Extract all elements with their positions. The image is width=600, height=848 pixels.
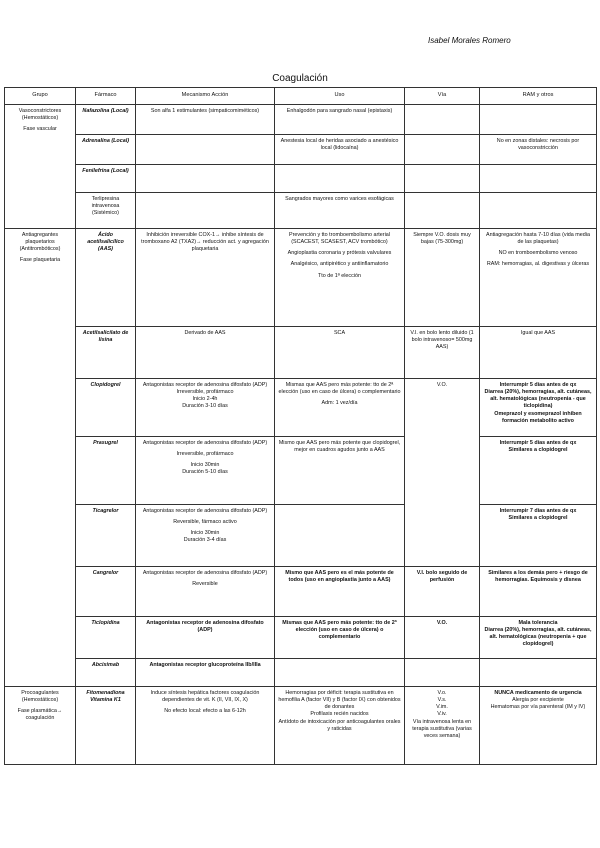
drug-cell: Prasugrel	[76, 436, 136, 504]
mechanism-cell: Son alfa 1 estimulantes (simpaticomiméticos)	[136, 104, 275, 134]
route-line: V.o.	[437, 689, 447, 696]
adverse-cell	[480, 658, 597, 686]
mechanism-cell: Antagonistas receptor de adenosina difosfato (ADP)	[136, 616, 275, 658]
route-line: Vía intravenosa lenta en terapia sustitutiva (varias veces semana)	[412, 718, 472, 740]
document-title: Coagulación	[272, 73, 328, 84]
drug-cell: Ticagrelor	[76, 504, 136, 566]
mech-line: Reversible, fármaco activo	[173, 518, 237, 525]
use-cell	[275, 228, 405, 326]
ram-line: Omeprazol y esomeprazol inhiben formación metabolito activo	[494, 410, 582, 425]
adverse-cell: Igual que AAS	[480, 326, 597, 378]
ram-line: Hematomas por vía parenteral (IM y IV)	[490, 704, 586, 711]
route-cell	[405, 658, 480, 686]
header-mechanism: Mecanismo Acción	[136, 88, 275, 105]
drug-cell: Ticlopidina	[76, 616, 136, 658]
header-drug: Fármaco	[76, 88, 136, 105]
table-row	[5, 134, 597, 164]
route-cell	[405, 686, 480, 764]
adverse-cell	[480, 164, 597, 192]
mechanism-cell: Antagonistas receptor glucoproteína IIb/IIIa	[136, 658, 275, 686]
mech-line: Duración 5-10 días	[182, 469, 228, 476]
use-cell	[275, 378, 405, 436]
use-line: Analgésico, antipirético y antiinflamatorio	[290, 261, 389, 268]
adverse-cell	[480, 104, 597, 134]
use-cell: Sangrados mayores como varices esofágicas	[275, 192, 405, 228]
table-row	[5, 686, 597, 764]
coagulation-table	[4, 87, 597, 765]
drug-cell: Ácido acetilsalicílico (AAS)	[76, 228, 136, 326]
author-name: Isabel Morales Romero	[428, 36, 511, 45]
mech-line: Duración 3-10 días	[182, 403, 228, 410]
table-row	[5, 104, 597, 134]
use-cell	[275, 504, 405, 566]
ram-line: Similares a clopidogrel	[508, 446, 568, 453]
group-name: Antiagregantes plaquetarios (Antitrombóticos)	[19, 231, 61, 253]
route-cell	[405, 164, 480, 192]
route-cell	[405, 134, 480, 164]
mech-line: Induce síntesis hepática factores coagulación dependientes de vit. K (II, VII, IX, X)	[150, 689, 260, 703]
drug-cell: Nafazolina (Local)	[76, 104, 136, 134]
use-line: Prevención y tto tromboembolismo arterial (SCACEST, SCASEST, ACV trombótico)	[289, 231, 390, 245]
adverse-cell	[480, 504, 597, 566]
use-line: Adm: 1 vez/día	[321, 400, 358, 407]
mechanism-cell	[136, 504, 275, 566]
ram-line: Interrumpir 7 días antes de qx	[499, 507, 577, 514]
use-line: Tto de 1ª elección	[317, 272, 362, 279]
use-cell	[275, 658, 405, 686]
route-cell: V.I. en bolo lento diluido (1 bolo intravenoso= 500mg AAS)	[405, 326, 480, 378]
adverse-cell	[480, 192, 597, 228]
header-use: Uso	[275, 88, 405, 105]
table-row	[5, 436, 597, 504]
group-phase: Fase plaquetaria	[19, 257, 61, 264]
use-line: Angioplastia coronaria y prótesis valvulares	[287, 250, 392, 257]
header-row	[5, 88, 597, 105]
route-line: V.iv.	[437, 711, 447, 718]
mech-line: Irreversible, profármaco	[176, 388, 234, 395]
mechanism-cell	[136, 164, 275, 192]
mech-line: Antagonistas receptor de adenosina difosfato (ADP)	[142, 569, 268, 576]
drug-cell: Adrenalina (Local)	[76, 134, 136, 164]
drug-cell: Cangrelor	[76, 566, 136, 616]
table-row	[5, 326, 597, 378]
adverse-cell: No en zonas distales: necrosis por vasoconstricción	[480, 134, 597, 164]
adverse-cell	[480, 436, 597, 504]
adverse-cell	[480, 616, 597, 658]
adverse-cell	[480, 228, 597, 326]
mechanism-cell	[136, 378, 275, 436]
use-cell: Enhalgodón para sangrado nasal (epistaxis)	[275, 104, 405, 134]
group-cell	[5, 104, 76, 228]
use-cell: Mismo que AAS pero más potente que clopidogrel, mejor en cuadros agudos junto a AAS	[275, 436, 405, 504]
mech-line: Duración 3-4 días	[183, 537, 227, 544]
header-adverse-effects: RAM y otros	[480, 88, 597, 105]
ram-line: Alergia por excipiente	[512, 696, 564, 703]
table-row	[5, 164, 597, 192]
use-line: Antídoto de intoxicación por anticoagulantes orales y raticidas	[278, 718, 401, 733]
use-cell: SCA	[275, 326, 405, 378]
mechanism-cell	[136, 134, 275, 164]
mech-line: No efecto local: efecto a las 6-12h	[164, 708, 246, 715]
route-cell: V.I. bolo seguido de perfusión	[405, 566, 480, 616]
route-cell	[405, 192, 480, 228]
group-phase: Fase plasmática→ coagulación	[17, 708, 63, 722]
header-group: Grupo	[5, 88, 76, 105]
route-line: V.im.	[436, 704, 448, 711]
mechanism-cell	[136, 686, 275, 764]
use-cell: Mismo que AAS pero es el más potente de todos (uso en angioplastia junto a AAS)	[275, 566, 405, 616]
table-row	[5, 228, 597, 326]
use-line: Hemorragias por déficit: terapia sustitutiva en hemofilia A (factor VII) y B (factor IX) con obtenidos de donantes	[278, 689, 401, 711]
drug-cell: Fenilefrina (Local)	[76, 164, 136, 192]
route-cell	[405, 104, 480, 134]
table-row	[5, 658, 597, 686]
group-cell	[5, 686, 76, 764]
table-row	[5, 616, 597, 658]
ram-line: Interrumpir 5 días antes de qx	[499, 381, 577, 388]
drug-cell: Abciximab	[76, 658, 136, 686]
mechanism-cell	[136, 566, 275, 616]
table-row	[5, 504, 597, 566]
ram-line: NUNCA medicamento de urgencia	[494, 689, 582, 696]
mech-line: Antagonistas receptor de adenosina difosfato (ADP)	[142, 439, 268, 446]
table-row	[5, 566, 597, 616]
ram-line: RAM: hemorragias, al. digestivas y úlceras	[486, 261, 590, 268]
ram-line: Antiagregación hasta 7-10 días (vida media de las plaquetas)	[486, 231, 590, 245]
drug-cell: Clopidogrel	[76, 378, 136, 436]
header-route: Vía	[405, 88, 480, 105]
mech-line: Inicio 2-4h	[192, 396, 218, 403]
adverse-cell	[480, 378, 597, 436]
route-cell: Siempre V.O. dosis muy bajas (75-300mg)	[405, 228, 480, 326]
ram-line: Mala tolerancia	[518, 619, 558, 626]
ram-line: Similares a clopidogrel	[508, 514, 568, 521]
mechanism-cell	[136, 436, 275, 504]
ram-line: Diarrea (20%), hemorragias, alt. cutáneas, alt. hematológicas (neutropenia - que ticlopidina)	[484, 388, 592, 410]
adverse-cell: Similares a los demás pero + riesgo de hemorragias. Equimosis y disnea	[480, 566, 597, 616]
mechanism-cell: Inhibición irreversible COX-1→ inhibe síntesis de tromboxano A2 (TXA2)→ reducción act. y agregación plaquetaria	[136, 228, 275, 326]
use-line: Profilaxis recién nacidos	[310, 711, 369, 718]
mech-line: Antagonistas receptor de adenosina difosfato (ADP)	[142, 381, 268, 388]
mech-line: Reversible	[192, 580, 218, 587]
mechanism-cell: Derivado de AAS	[136, 326, 275, 378]
table-row	[5, 378, 597, 436]
drug-cell: Fitomenadiona Vitamina K1	[76, 686, 136, 764]
mech-line: Inicio 30min	[190, 462, 220, 469]
table-row	[5, 192, 597, 228]
use-cell	[275, 164, 405, 192]
group-phase: Fase vascular	[23, 126, 57, 133]
route-line: V.s.	[437, 696, 447, 703]
ram-line: NO en tromboembolismo venoso	[498, 250, 578, 257]
mech-line: Irreversible, profármaco	[176, 450, 234, 457]
mechanism-cell	[136, 192, 275, 228]
mech-line: Inicio 30min	[190, 530, 220, 537]
use-cell: Mismas que AAS pero más potente: tto de 2ª elección (uso en caso de úlcera) o complementario	[275, 616, 405, 658]
use-cell: Anestesia local de heridas asociado a anestésico local (lidocaína)	[275, 134, 405, 164]
mech-line: Antagonistas receptor de adenosina difosfato (ADP)	[142, 507, 268, 514]
ram-line: Interrumpir 5 días antes de qx	[499, 439, 577, 446]
route-cell: V.O.	[405, 378, 480, 566]
group-name: Vasoconstrictores (Hemostáticos)	[18, 107, 62, 121]
use-line: Mismas que AAS pero más potente: tto de 2ª elección (uso en caso de úlcera) o complementario	[278, 381, 401, 395]
group-name: Procoagulantes (Hemostáticos)	[21, 689, 59, 703]
drug-cell: Terlipresina intravenosa (Sistémico)	[76, 192, 136, 228]
group-cell	[5, 228, 76, 686]
ram-line: Diarrea (20%), hemorragias, alt. cutáneas, alt. hematológicas (neutropenia + que clopidogrel)	[484, 626, 592, 648]
adverse-cell	[480, 686, 597, 764]
route-cell: V.O.	[405, 616, 480, 658]
drug-cell: Acetilsalicilato de lisina	[76, 326, 136, 378]
use-cell	[275, 686, 405, 764]
